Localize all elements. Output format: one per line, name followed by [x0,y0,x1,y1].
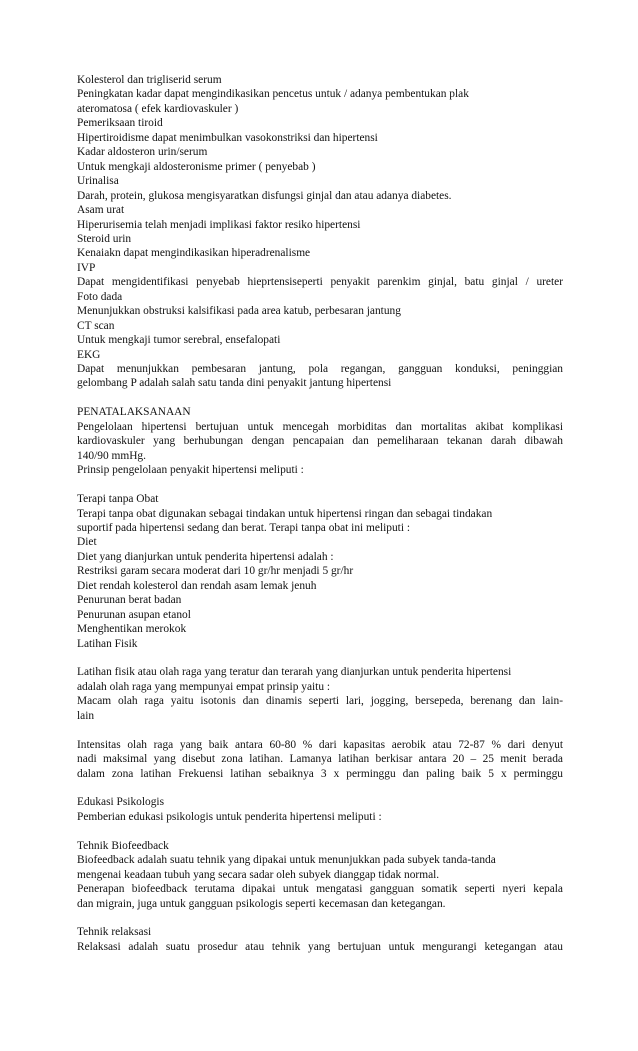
text-line: Tehnik Biofeedback [77,839,169,852]
paragraph-gap [77,391,563,405]
text-line: CT scan [77,319,115,332]
text-line: Prinsip pengelolaan penyakit hipertensi meliputi : [77,464,304,477]
text-line: Menunjukkan obstruksi kalsifikasi pada area katub, perbesaran jantung [77,305,401,318]
text-line: IVP [77,261,96,274]
text-line: Macam olah raga yaitu isotonis dan dinamis seperti lari, jogging, bersepeda, berenang dan lain- [77,695,563,708]
text-line: Kenaiakn dapat mengindikasikan hiperadrenalisme [77,247,311,260]
text-block [77,405,563,477]
text-line: Darah, protein, glukosa mengisyaratkan disfungsi ginjal dan atau adanya diabetes. [77,189,452,202]
text-line: Pengelolaan hipertensi bertujuan untuk mencegah morbiditas dan mortalitas akibat komplikasi [77,420,563,433]
text-line: EKG [77,348,101,361]
text-line: Diet [77,536,97,549]
paragraph-gap [77,824,563,838]
text-line: Dapat mengidentifikasi penyebab hieprtensiseperti penyakit parenkim ginjal, batu ginjal / ureter [77,276,563,289]
text-line: Menghentikan merokok [77,623,187,636]
text-line: Biofeedback adalah suatu tehnik yang dipakai untuk menunjukkan pada subyek tanda-tanda [77,854,496,867]
text-line: ateromatosa ( efek kardiovaskuler ) [77,102,239,115]
text-line: Edukasi Psikologis [77,796,165,809]
text-line: Foto dada [77,290,123,303]
text-line: Latihan Fisik [77,637,138,650]
text-line: Asam urat [77,204,125,217]
text-line: 140/90 mmHg. [77,449,146,462]
text-line: nadi maksimal yang disebut zona latihan. Lamanya latihan berkisar antara 20 – 25 menit berada [77,753,563,766]
text-line: Hiperurisemia telah menjadi implikasi faktor resiko hipertensi [77,218,361,231]
text-line: Terapi tanpa obat digunakan sebagai tindakan untuk hipertensi ringan dan sebagai tindakan [77,507,493,520]
text-line: Pemberian edukasi psikologis untuk penderita hipertensi meliputi : [77,810,382,823]
text-line: dalam zona latihan Frekuensi latihan sebaiknya 3 x perminggu dan paling baik 5 x perminggu [77,767,563,780]
text-line: Diet rendah kolesterol dan rendah asam lemak jenuh [77,579,317,592]
text-line: Tehnik relaksasi [77,926,152,939]
paragraph-gap [77,723,563,737]
text-line: Hipertiroidisme dapat menimbulkan vasokonstriksi dan hipertensi [77,131,378,144]
text-line: kardiovaskuler yang berhubungan dengan pencapaian dan pemeliharaan tekanan darah dibawah [77,435,563,448]
text-line: mengenai keadaan tubuh yang secara sadar oleh subyek dianggap tidak normal. [77,868,440,881]
text-line: Penurunan asupan etanol [77,608,191,621]
paragraph-gap [77,651,563,665]
text-line: Steroid urin [77,232,132,245]
text-line: Penurunan berat badan [77,594,182,607]
text-line: Peningkatan kadar dapat mengindikasikan pencetus untuk / adanya pembentukan plak [77,88,469,101]
text-line: gelombang P adalah salah satu tanda dini penyakit jantung hipertensi [77,377,392,390]
text-line: Penerapan biofeedback terutama dipakai untuk mengatasi gangguan somatik seperti nyeri kepala [77,883,563,896]
text-block [77,795,563,824]
text-line: Dapat menunjukkan pembesaran jantung, pola regangan, gangguan konduksi, peninggian [77,363,563,376]
text-line: Relaksasi adalah suatu prosedur atau tehnik yang bertujuan untuk mengurangi ketegangan atau [77,940,563,953]
text-block [77,73,563,391]
text-line: Untuk mengkaji aldosteronisme primer ( penyebab ) [77,160,316,173]
paragraph-gap [77,478,563,492]
text-line: Urinalisa [77,175,119,188]
text-block [77,492,563,651]
text-line: PENATALAKSANAAN [77,406,191,419]
text-block [77,925,563,954]
text-line: Terapi tanpa Obat [77,493,159,506]
text-block [77,738,563,781]
text-line: dan migrain, juga untuk gangguan psikologis seperti kecemasan dan ketegangan. [77,897,446,910]
text-line: Pemeriksaan tiroid [77,117,163,130]
text-line: Diet yang dianjurkan untuk penderita hipertensi adalah : [77,550,334,563]
text-line: Intensitas olah raga yang baik antara 60-80 % dari kapasitas aerobik atau 72-87 % dari denyut [77,738,563,751]
text-block [77,665,563,723]
text-line: Latihan fisik atau olah raga yang teratur dan terarah yang dianjurkan untuk penderita hipertensi [77,666,512,679]
paragraph-gap [77,911,563,925]
text-line: Kolesterol dan trigliserid serum [77,74,222,86]
paragraph-gap [77,781,563,795]
text-line: Restriksi garam secara moderat dari 10 gr/hr menjadi 5 gr/hr [77,565,354,578]
text-line: adalah olah raga yang mempunyai empat prinsip yaitu : [77,680,331,693]
document-page [77,73,563,954]
text-line: Untuk mengkaji tumor serebral, ensefalopati [77,334,281,347]
text-line: Kadar aldosteron urin/serum [77,146,208,159]
text-block [77,839,563,911]
text-line: lain [77,709,95,722]
text-line: suportif pada hipertensi sedang dan berat. Terapi tanpa obat ini meliputi : [77,521,411,534]
